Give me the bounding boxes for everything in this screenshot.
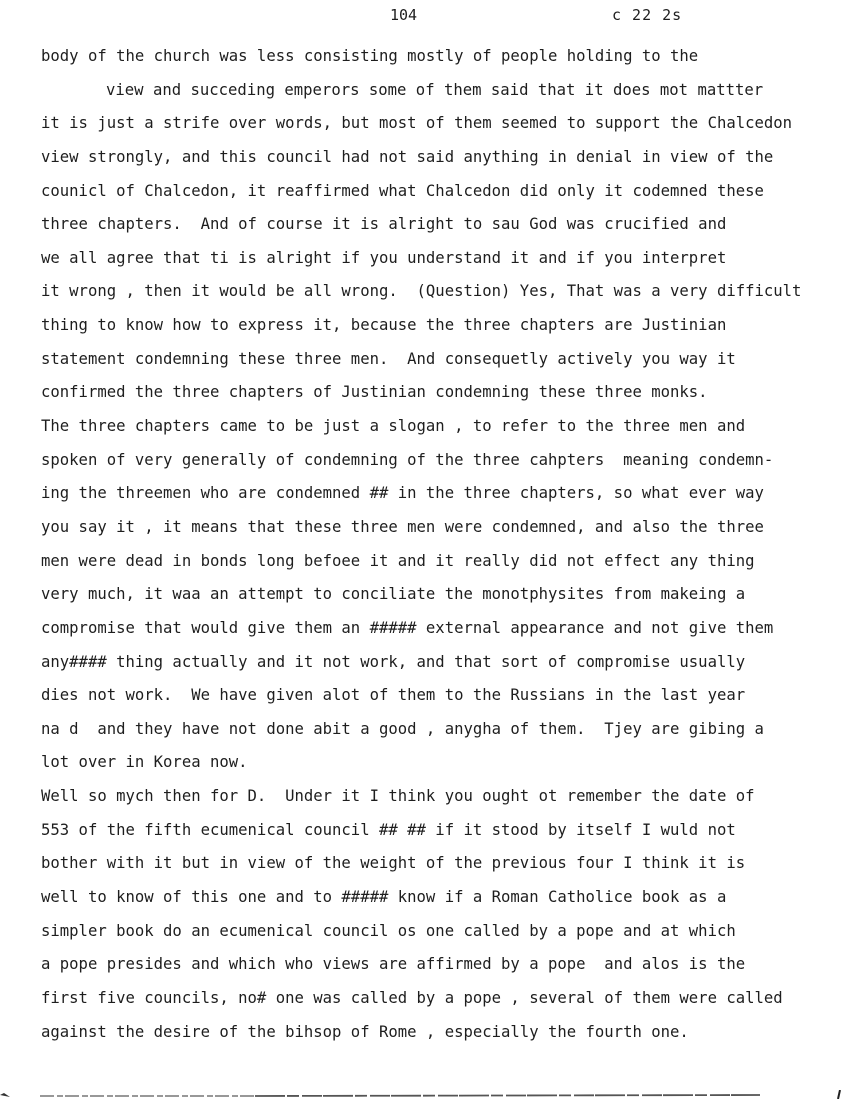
text-line: men were dead in bonds long befoee it and it really did not effect any thing <box>41 551 755 570</box>
text-line: a pope presides and which who views are affirmed by a pope and alos is the <box>41 955 746 974</box>
text-line: first five councils, no# one was called by a pope , several of them were called <box>41 988 783 1007</box>
text-line: thing to know how to express it, because the three chapters are Justinian <box>41 316 727 335</box>
text-line: statement condemning these three men. And consequetly actively you way it <box>41 349 736 368</box>
text-line: ing the threemen who are condemned ## in the three chapters, so what ever way <box>41 484 764 503</box>
text-line: The three chapters came to be just a slogan , to refer to the three men and <box>41 417 746 436</box>
text-line: very much, it waa an attempt to conciliate the monotphysites from makeing a <box>41 585 746 604</box>
text-line: against the desire of the bihsop of Rome , especially the fourth one. <box>41 1022 689 1041</box>
text-line: it is just a strife over words, but most of them seemed to support the Chalcedon <box>41 114 793 133</box>
text-line: Well so mych then for D. Under it I think you ought ot remember the date of <box>41 787 755 806</box>
text-line: it wrong , then it would be all wrong. (Question) Yes, That was a very difficult <box>41 282 802 301</box>
text-line: view and succeding emperors some of them said that it does mot mattter <box>106 80 764 99</box>
text-line: view strongly, and this council had not said anything in denial in view of the <box>41 147 774 166</box>
text-line: confirmed the three chapters of Justinian condemning these three monks. <box>41 383 708 402</box>
page-number: 104 <box>390 6 418 24</box>
scan-artifact-line <box>0 1090 847 1099</box>
text-line: counicl of Chalcedon, it reaffirmed what Chalcedon did only it codemned these <box>41 181 764 200</box>
scan-bottom-edge <box>0 1090 847 1099</box>
text-line: body of the church was less consisting mostly of people holding to the <box>41 47 699 65</box>
text-line: na d and they have not done abit a good , anygha of them. Tjey are gibing a <box>41 719 764 738</box>
document-code: c 22 2s <box>612 6 683 24</box>
text-line: well to know of this one and to ##### know if a Roman Catholice book as a <box>41 888 727 907</box>
page-header <box>0 6 847 28</box>
text-line: we all agree that ti is alright if you understand it and if you interpret <box>41 248 727 267</box>
text-line: spoken of very generally of condemning of the three cahpters meaning condemn- <box>41 450 774 469</box>
text-line: simpler book do an ecumenical council os one called by a pope and at which <box>41 921 736 940</box>
text-line: three chapters. And of course it is alright to sau God was crucified and <box>41 215 727 234</box>
text-line: compromise that would give them an ##### external appearance and not give them <box>41 618 774 637</box>
text-line: any#### thing actually and it not work, and that sort of compromise usually <box>41 652 746 671</box>
typed-transcript <box>41 40 847 1049</box>
text-line: dies not work. We have given alot of them to the Russians in the last year <box>41 686 746 705</box>
text-line: you say it , it means that these three men were condemned, and also the three <box>41 517 764 536</box>
text-line: bother with it but in view of the weight of the previous four I think it is <box>41 854 746 873</box>
text-line: 553 of the fifth ecumenical council ## ## if it stood by itself I wuld not <box>41 820 736 839</box>
text-line: lot over in Korea now. <box>41 753 248 772</box>
